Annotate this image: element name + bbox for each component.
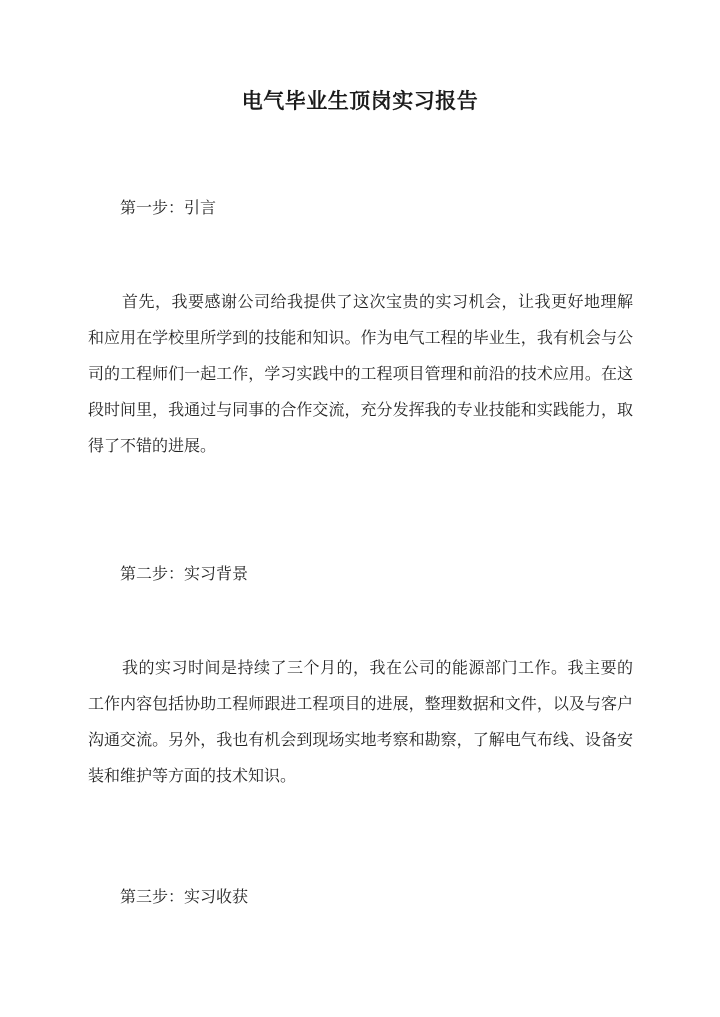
document-title: 电气毕业生顶岗实习报告 bbox=[241, 88, 479, 113]
section-heading-intro: 第一步：引言 bbox=[120, 198, 217, 217]
section-paragraph-background: 我的实习时间是持续了三个月的，我在公司的能源部门工作。我主要的工作内容包括协助工程师跟进工程项目的进展，整理数据和文件，以及与客户沟通交流。另外，我也有机会到现场实地考察和勘察，了解电气布线、设备安装和维护等方面的技术知识。 bbox=[88, 658, 633, 785]
section-heading-gains: 第三步：实习收获 bbox=[120, 887, 249, 906]
section-heading-background: 第二步：实习背景 bbox=[120, 564, 249, 583]
section-paragraph-intro: 首先，我要感谢公司给我提供了这次宝贵的实习机会，让我更好地理解和应用在学校里所学到的技能和知识。作为电气工程的毕业生，我有机会与公司的工程师们一起工作，学习实践中的工程项目管理和前沿的技术应用。在这段时间里，我通过与同事的合作交流，充分发挥我的专业技能和实践能力，取得了不错的进展。 bbox=[88, 292, 633, 455]
